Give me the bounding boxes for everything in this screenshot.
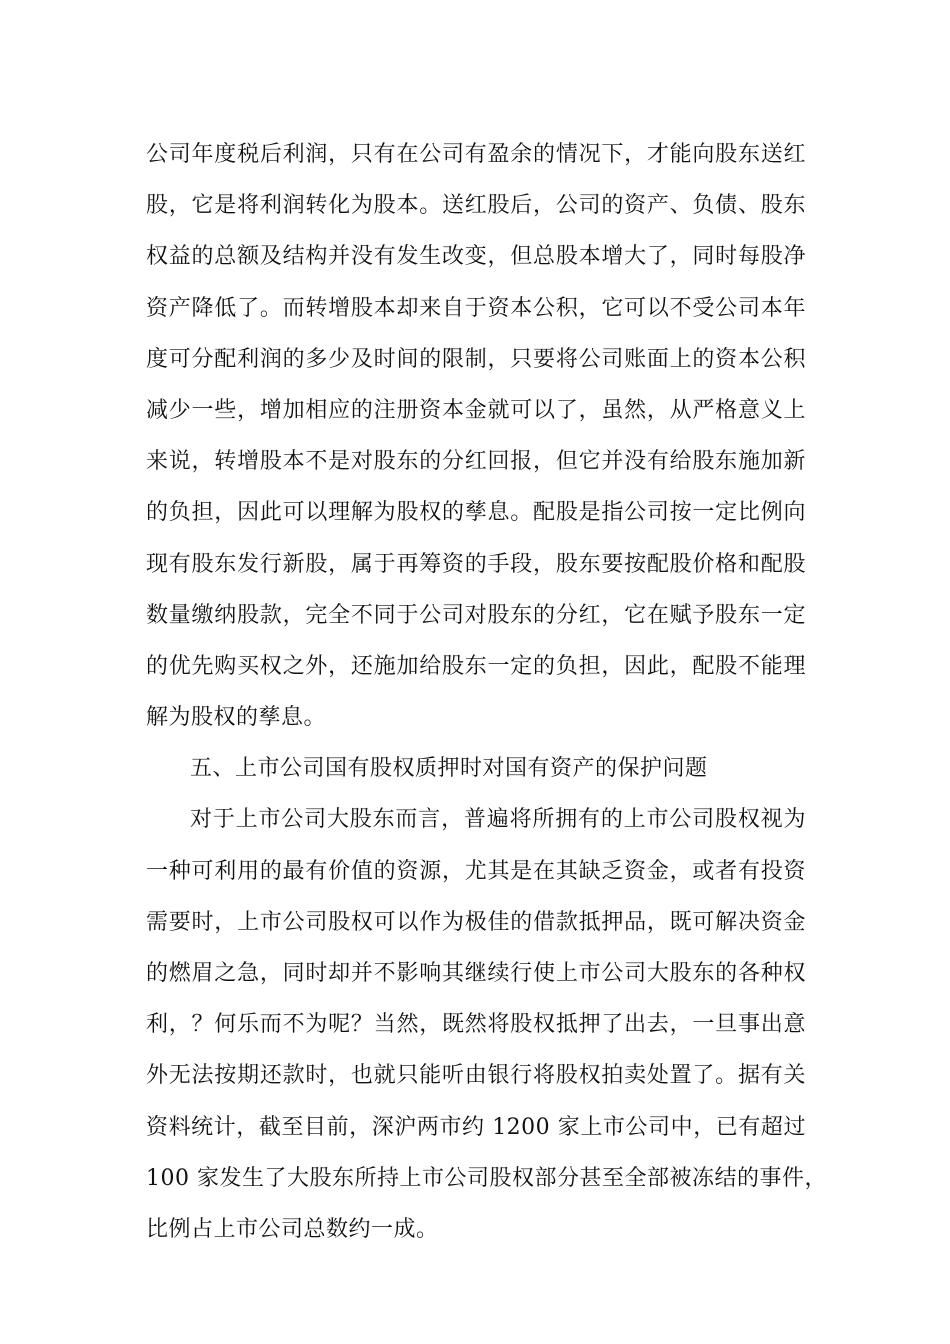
paragraph-line: 资产降低了。而转增股本却来自于资本公积，它可以不受公司本年: [146, 295, 806, 321]
paragraph-line: 来说，转增股本不是对股东的分红回报，但它并没有给股东施加新: [146, 449, 806, 475]
paragraph-line: 解为股权的孳息。: [146, 705, 327, 731]
paragraph-line: 数量缴纳股款，完全不同于公司对股东的分红，它在赋予股东一定: [146, 602, 806, 628]
paragraph-line: 外无法按期还款时，也就只能听由银行将股权拍卖处置了。据有关: [146, 1063, 806, 1089]
paragraph-line: 一种可利用的最有价值的资源，尤其是在其缺乏资金，或者有投资: [146, 858, 806, 884]
paragraph-line: 的负担，因此可以理解为股权的孳息。配股是指公司按一定比例向: [146, 500, 806, 526]
paragraph-dividend-explanation: [146, 129, 806, 743]
paragraph-state-equity-pledge: [146, 794, 827, 1255]
paragraph-line: 需要时，上市公司股权可以作为极佳的借款抵押品，既可解决资金: [146, 909, 806, 935]
paragraph-line: 度可分配利润的多少及时间的限制，只要将公司账面上的资本公积: [146, 346, 806, 372]
paragraph-line: 现有股东发行新股，属于再筹资的手段，股东要按配股价格和配股: [146, 551, 806, 577]
paragraph-line: 对于上市公司大股东而言，普遍将所拥有的上市公司股权视为: [190, 807, 806, 833]
paragraph-line: 的优先购买权之外，还施加给股东一定的负担，因此，配股不能理: [146, 653, 806, 679]
paragraph-line: 资料统计，截至目前，深沪两市约 1200 家上市公司中，已有超过: [146, 1114, 806, 1140]
paragraph-line: 利，？何乐而不为呢？当然，既然将股权抵押了出去，一旦事出意: [146, 1012, 806, 1038]
paragraph-line: 公司年度税后利润，只有在公司有盈余的情况下，才能向股东送红: [146, 142, 806, 167]
paragraph-line: 减少一些，增加相应的注册资本金就可以了，虽然，从严格意义上: [146, 397, 806, 423]
paragraph-line: 的燃眉之急，同时却并不影响其继续行使上市公司大股东的各种权: [146, 961, 806, 986]
document-body: [146, 129, 827, 1255]
paragraph-line: 权益的总额及结构并没有发生改变，但总股本增大了，同时每股净: [146, 244, 806, 270]
paragraph-line: 比例占上市公司总数约一成。: [146, 1216, 439, 1242]
paragraph-line: 股，它是将利润转化为股本。送红股后，公司的资产、负债、股东: [146, 193, 806, 219]
section-heading: 五、上市公司国有股权质押时对国有资产的保护问题: [190, 756, 708, 782]
paragraph-line: 100 家发生了大股东所持上市公司股权部分甚至全部被冻结的事件，: [146, 1165, 827, 1191]
